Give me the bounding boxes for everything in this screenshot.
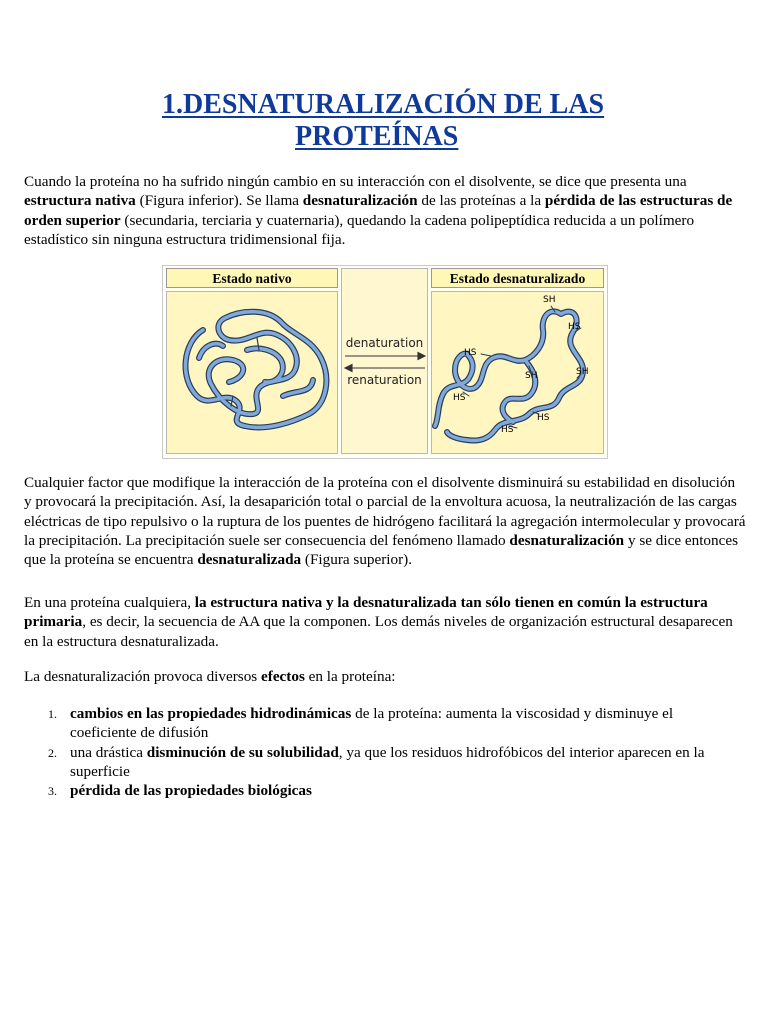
list-item: 2. una drástica disminución de su solubilidad, ya que los residuos hidrofóbicos del interior aparecen en la superficie: [48, 743, 705, 780]
intro-paragraph: Cuando la proteína no ha sufrido ningún cambio en su interacción con el disolvente, se dice que presenta una estructura nativa (Figura inferior). Se llama desnaturalización de las proteínas a la pérdida de las estructuras de orden superior (secundaria, terciaria y cuaternaria), quedando la cadena polipeptídica reducida a un polímero estadístico sin ninguna estructura tridimensional fija.: [24, 173, 733, 248]
precipitation-paragraph: Cualquier factor que modifique la interacción de la proteína con el disolvente disminuirá su estabilidad en disolución y provocará la precipitación. Así, la desaparición total o parcial de la envoltura acuosa, la neutralización de las cargas eléctricas de tipo repulsivo o la ruptura de los puentes de hidrógeno facilitará la agregación intermolecular y provocará la precipitación. La precipitación suele ser consecuencia del fenómeno llamado desnaturalización y se dice entonces que la proteína se encuentra desnaturalizada (Figura superior).: [24, 474, 746, 569]
group-label-hs-1: HS: [568, 322, 581, 332]
renaturation-label: renaturation: [347, 373, 422, 387]
page-title-line-1: 1.DESNATURALIZACIÓN DE LAS: [162, 89, 605, 120]
group-label-sh-2: SH: [525, 371, 538, 381]
effects-intro-paragraph: La desnaturalización provoca diversos efectos en la proteína:: [24, 668, 396, 685]
figure-drawing: [163, 266, 607, 458]
effects-list: [24, 704, 724, 800]
group-label-hs-4: HS: [537, 413, 550, 423]
native-protein-icon: [186, 312, 327, 428]
group-label-sh-1: SH: [543, 295, 556, 305]
group-label-sh-3: SH: [576, 367, 589, 377]
denaturation-label: denaturation: [345, 336, 424, 350]
list-number: 2.: [48, 745, 57, 760]
page-title-line-2: PROTEÍNAS: [295, 121, 459, 152]
list-item: 3. pérdida de las propiedades biológicas: [48, 782, 312, 800]
denatured-state-header: Estado desnaturalizado: [431, 268, 604, 288]
native-state-header: Estado nativo: [166, 268, 338, 288]
group-label-hs-3: HS: [453, 393, 466, 403]
protein-denaturation-figure: [162, 265, 608, 459]
primary-structure-paragraph: En una proteína cualquiera, la estructura nativa y la desnaturalizada tan sólo tienen en común la estructura primaria, es decir, la secuencia de AA que la componen. Los demás niveles de organización estructural desaparecen en la estructura desnaturalizada.: [24, 594, 733, 650]
list-number: 3.: [48, 784, 57, 799]
list-number: 1.: [48, 707, 57, 721]
reaction-arrows: [345, 353, 425, 372]
group-label-hs-5: HS: [501, 425, 514, 435]
group-label-hs-2: HS: [464, 348, 477, 358]
denatured-protein-icon: [435, 306, 583, 441]
list-item: 1. cambios en las propiedades hidrodinámicas de la proteína: aumenta la viscosidad y disminuye el coeficiente de difusión: [48, 705, 674, 742]
